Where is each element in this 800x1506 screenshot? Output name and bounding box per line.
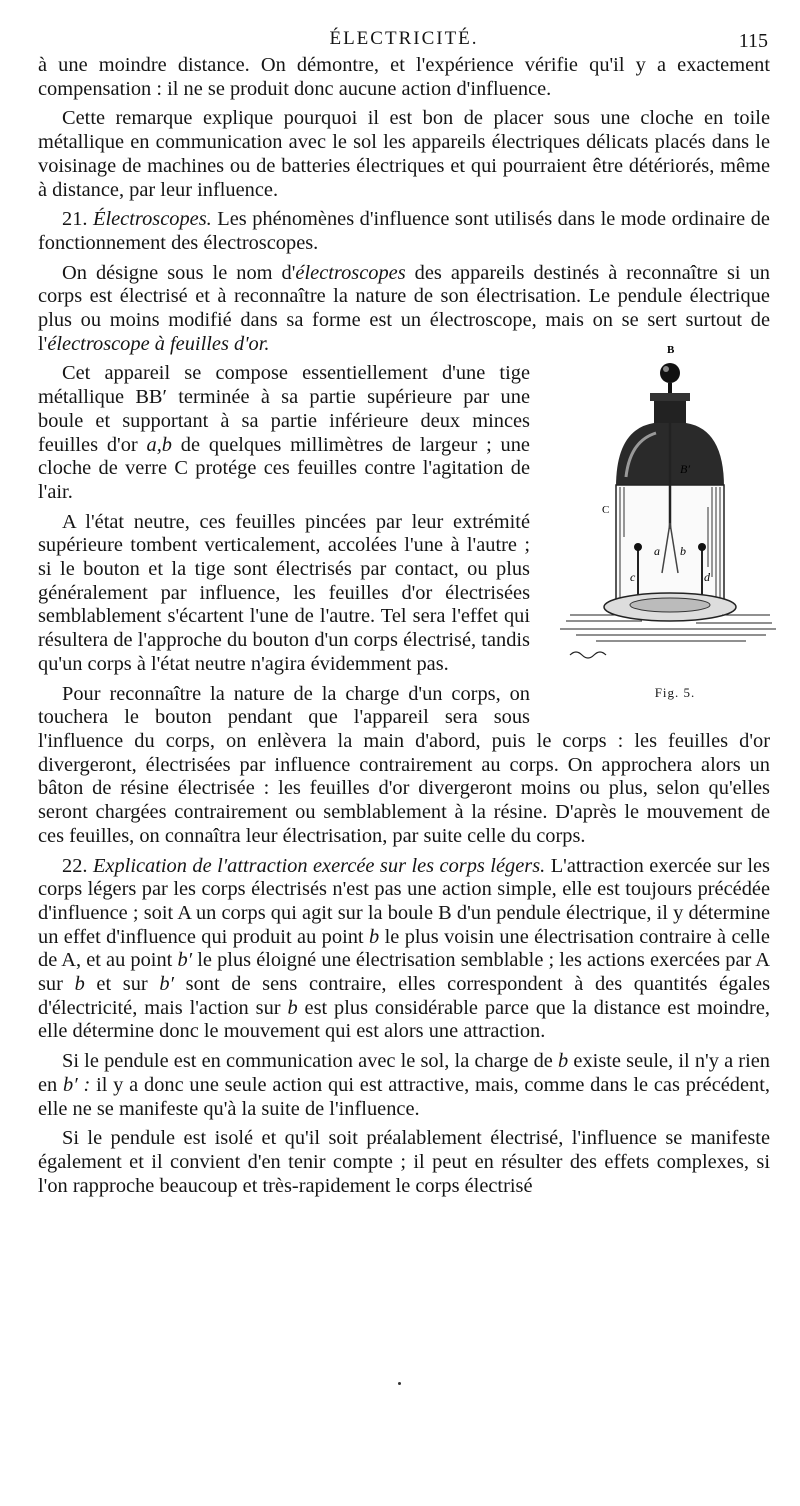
paragraph-2: Cette remarque explique pourquoi il est bon de placer sous une cloche en toile métallique en communication avec le sol les appareils électriques délicats placés dans le voisinage de machines ou de batteries électriques et qui pourraient être détériorés, même à distance, par leur influence. bbox=[38, 107, 770, 201]
paragraph-charge-nature: Pour reconnaître la nature de la charge d'un corps, on touchera le bouton pendant que l'appareil sera sous l'influence du corps, on enlèvera la main d'abord, puis le corps : les feuilles d'or divergeront, électrisées par influence contrairement au corps. On approchera alors un bâton de résine électrisée : les feuilles d'or divergeront moins ou plus, selon qu'elles seront chargées contrairement ou semblablement à la résine. D'après le mouvement de ces feuilles, on connaîtra leur électrisation, par suite celle du corps. bbox=[38, 682, 770, 847]
page-number: 115 bbox=[738, 30, 768, 52]
text-run: L'attraction exercée sur les corps légers par les corps électrisés n'est pas une action simple, elle est toujours précédée d'influence ; soit A un corps qui agit sur la boule B d'un pendule électrique, il y détermine un effet d'influence qui produit au point bbox=[38, 854, 770, 948]
text-run: des appareils destinés à reconnaître si un corps est électrisé et à reconnaître la nature de son électrisation. Le pendule électrique plus ou moins modifié dans sa forme est un électroscope, mais on se sert surtout de l' bbox=[38, 261, 770, 355]
italic-term: électroscopes bbox=[295, 261, 406, 284]
paragraph-1: à une moindre distance. On démontre, et l'expérience vérifie qu'il y a exactement compensation : il ne se produit donc aucune action d'influence. bbox=[38, 54, 770, 100]
book-page bbox=[38, 24, 770, 1198]
text-run: le plus voisin une électrisation contraire à celle de A, et au point bbox=[38, 925, 770, 972]
section-22-paragraph bbox=[38, 855, 770, 1045]
text-run: existe seule, il n'y a rien en bbox=[38, 1050, 771, 1096]
italic-term: b bbox=[287, 996, 298, 1019]
label-C: C bbox=[602, 503, 610, 516]
italic-term: b bbox=[74, 973, 85, 996]
text-run: et sur bbox=[84, 973, 160, 996]
section-21-paragraph bbox=[38, 208, 770, 255]
text-run: est plus considérable parce que la distance est moindre, elle détermine donc le mouvement qui est alors une attraction. bbox=[38, 996, 770, 1043]
italic-term: a,b bbox=[146, 433, 172, 456]
paragraph-neutral-state: A l'état neutre, ces feuilles pincées par leur extrémité supérieure tombent verticalement, accolées l'une à l'autre ; si le bouton et la tige sont électrisés par contact, ou plus généralement par influence, les feuilles d'or électrisées semblablement s'écartent l'une de l'autre. Tel sera l'effet qui résultera de l'approche du bouton d'un corps électrisé, tandis qu'un corps à l'état neutre n'agira évidemment pas. bbox=[38, 510, 530, 675]
knob-ball bbox=[660, 363, 680, 383]
label-d: d bbox=[704, 569, 710, 584]
text-run: le plus éloigné une électrisation semblable ; les actions exercées par A sur bbox=[38, 949, 771, 996]
label-b: b bbox=[680, 543, 686, 558]
section-text: Les phénomènes d'influence sont utilisés dans le mode ordinaire de fonctionnement des électroscopes. bbox=[38, 208, 770, 254]
section-title: Électroscopes. bbox=[93, 208, 212, 231]
italic-term: b′ : bbox=[63, 1073, 91, 1096]
label-B: B bbox=[667, 343, 675, 356]
text-run: Cet appareil se compose essentiellement d'une tige métallique BB′ terminée à sa partie supérieure par une boule et supportant à sa partie inférieure deux minces feuilles d'or bbox=[38, 362, 530, 456]
paragraph-pendulum-isolated: Si le pendule est isolé et qu'il soit préalablement électrisé, l'influence se manifeste également et il convient d'en tenir compte ; il peut en résulter des effets complexes, si l'on rapproche beaucoup et très-rapidement le corps électrisé bbox=[38, 1127, 770, 1197]
print-speck bbox=[398, 1382, 401, 1385]
text-run: de quelques millimètres de largeur ; une cloche de verre C protége ces feuilles contre l'agitation de l'air. bbox=[38, 433, 530, 503]
label-B-prime: B′ bbox=[680, 461, 690, 476]
section-number: 22. bbox=[62, 854, 88, 877]
italic-term: b′ bbox=[159, 973, 175, 996]
text-run: il y a donc une seule action qui est attractive, mais, comme dans le cas précédent, elle ne se manifeste qu'à la suite de l'influence. bbox=[38, 1073, 771, 1120]
section-title: Explication de l'attraction exercée sur les corps légers. bbox=[92, 854, 546, 877]
italic-term: électroscope à feuilles d'or. bbox=[47, 332, 270, 355]
running-head: ÉLECTRICITÉ. bbox=[329, 28, 479, 49]
label-c: c bbox=[630, 569, 636, 584]
figure-caption: Fig. 5. bbox=[654, 684, 696, 700]
italic-term: b bbox=[368, 925, 380, 948]
label-a: a bbox=[654, 543, 660, 558]
page-header bbox=[38, 24, 770, 54]
text-run: On désigne sous le nom d' bbox=[62, 261, 296, 284]
figure-electroscope bbox=[546, 333, 780, 717]
text-run: Si le pendule est en communication avec le sol, la charge de bbox=[62, 1050, 559, 1073]
text-run: sont de sens contraire, elles correspondent à des quantités égales d'électricité, mais l'action sur bbox=[38, 973, 771, 1019]
italic-term: b bbox=[558, 1050, 569, 1073]
section-number: 21. bbox=[62, 208, 88, 231]
gold-leaf-electroscope-illustration bbox=[546, 337, 780, 681]
italic-term: b′ bbox=[177, 949, 193, 972]
paragraph-pendulum-grounded bbox=[38, 1050, 770, 1121]
